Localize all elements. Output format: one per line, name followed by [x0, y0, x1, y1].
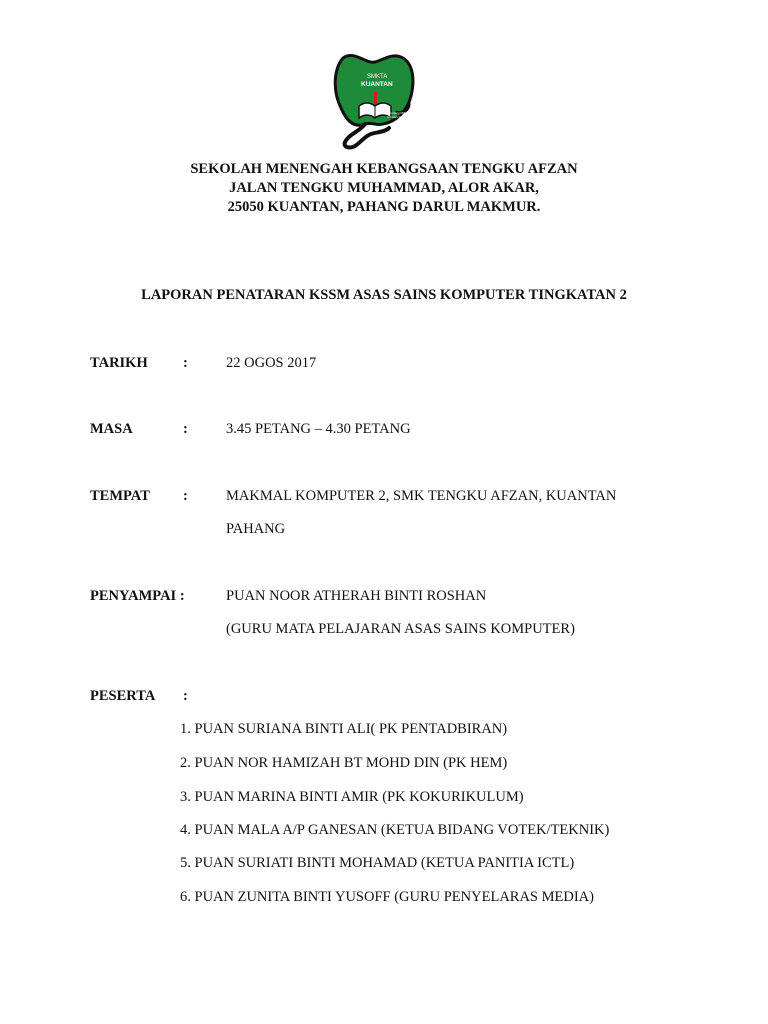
tarikh-value: 22 OGOS 2017: [226, 355, 317, 371]
masa-label: MASA: [90, 421, 133, 437]
tempat-label: TEMPAT: [90, 488, 150, 504]
participant-item: 5. PUAN SURIATI BINTI MOHAMAD (KETUA PANITIA ICTL): [180, 855, 575, 871]
logo-motto-line1: Cemerlang Pilihan: [385, 111, 410, 115]
logo-text-top: SMKTA: [367, 74, 388, 80]
report-title: LAPORAN PENATARAN KSSM ASAS SAINS KOMPUTER TINGKATAN 2: [141, 287, 627, 303]
penyampai-value-line1: PUAN NOOR ATHERAH BINTI ROSHAN: [226, 588, 487, 604]
participant-item: 3. PUAN MARINA BINTI AMIR (PK KOKURIKULUM): [180, 789, 524, 805]
school-logo: [331, 52, 417, 150]
logo-text-main: KUANTAN: [361, 81, 393, 88]
participant-item: 6. PUAN ZUNITA BINTI YUSOFF (GURU PENYELARAS MEDIA): [180, 889, 594, 905]
school-name: SEKOLAH MENENGAH KEBANGSAAN TENGKU AFZAN: [190, 161, 578, 177]
participant-item: 2. PUAN NOR HAMIZAH BT MOHD DIN (PK HEM): [180, 755, 508, 771]
school-address-line1: JALAN TENGKU MUHAMMAD, ALOR AKAR,: [229, 180, 539, 196]
tempat-colon: :: [183, 488, 188, 504]
peserta-colon: :: [183, 688, 188, 704]
school-address-line2: 25050 KUANTAN, PAHANG DARUL MAKMUR.: [227, 199, 541, 215]
penyampai-label: PENYAMPAI :: [90, 588, 185, 604]
logo-motto-line2: Sahsiah Idaman: [387, 115, 409, 119]
school-header: [0, 160, 768, 217]
peserta-label: PESERTA: [90, 688, 156, 704]
tempat-value-line1: MAKMAL KOMPUTER 2, SMK TENGKU AFZAN, KUANTAN: [226, 488, 617, 504]
tarikh-label: TARIKH: [90, 355, 148, 371]
tempat-value-line2: PAHANG: [226, 521, 286, 537]
masa-colon: :: [183, 421, 188, 437]
penyampai-value-line2: (GURU MATA PELAJARAN ASAS SAINS KOMPUTER): [226, 621, 575, 637]
school-logo-emblem: [331, 52, 417, 150]
participant-item: 1. PUAN SURIANA BINTI ALI( PK PENTADBIRAN): [180, 721, 508, 737]
logo-swirl: [345, 124, 389, 147]
tarikh-colon: :: [183, 355, 188, 371]
participant-item: 4. PUAN MALA A/P GANESAN (KETUA BIDANG VOTEK/TEKNIK): [180, 822, 610, 838]
masa-value: 3.45 PETANG – 4.30 PETANG: [226, 421, 411, 437]
